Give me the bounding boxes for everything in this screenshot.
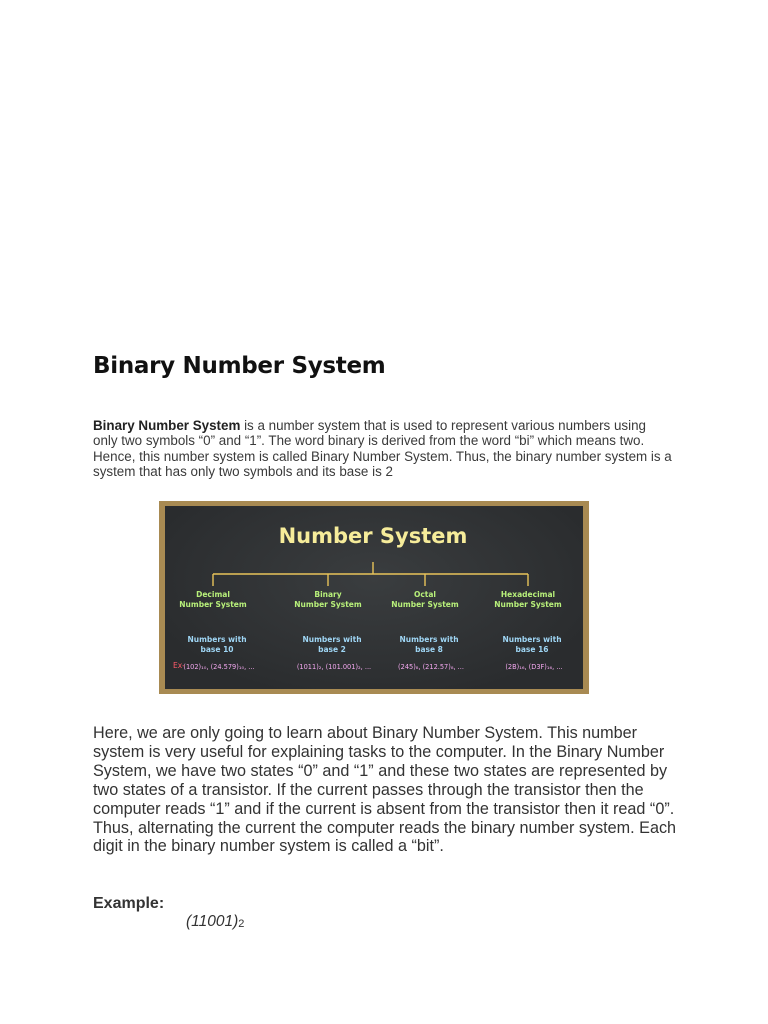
branch-name-line2: Number System [294, 600, 362, 609]
intro-paragraph [93, 418, 673, 480]
branch-desc-line1: Numbers with [302, 635, 362, 644]
intro-bold-term: Binary Number System [93, 418, 241, 433]
page-heading: Binary Number System [93, 353, 386, 379]
branch-example: (102)₁₀, (24.579)₁₀, ... [183, 663, 255, 671]
example-label: Example: [93, 895, 165, 912]
example-number: (11001) [186, 913, 239, 930]
branch-name-line2: Number System [494, 600, 562, 609]
branch-example: (245)₈, (212.57)₈, ... [398, 663, 464, 671]
body-paragraph: Here, we are only going to learn about Binary Number System. This number system is very useful for explaining tasks to the computer. In the Binary Number System, we have two states “0” and “1” and these two states are represented by two states of a transistor. If the current passes through the transistor then the computer reads “1” and if the current is absent from the transistor then it read “0”. Thus, alternating the current the computer reads the binary number system. Each digit in the binary number system is called a “bit”. [93, 724, 677, 856]
intro-text: is a number system that is used to represent various numbers using only two symbols “0” and “1”. The word binary is derived from the word “bi” which means two. Hence, this number system is called Binary Number System. Thus, the binary number system is a system that has only two symbols and its base is 2 [93, 418, 672, 480]
branch-example: (2B)₁₆, (D3F)₁₆, ... [505, 663, 563, 671]
branch-name-line1: Binary [314, 590, 342, 599]
branch-desc-line2: base 2 [318, 645, 346, 654]
branch-desc-line2: base 10 [200, 645, 234, 654]
diagram-title: Number System [278, 524, 468, 548]
number-system-diagram [165, 506, 583, 689]
branch-desc-line2: base 8 [415, 645, 443, 654]
branch-name-line1: Octal [413, 590, 437, 599]
branch-name-line2: Number System [179, 600, 247, 609]
example-value [186, 913, 244, 931]
chalkboard-surface [165, 506, 583, 689]
example-base: 2 [238, 918, 245, 930]
branch-name-line1: Hexadecimal [500, 590, 556, 599]
diagram-branches [179, 590, 562, 671]
branch-desc-line1: Numbers with [399, 635, 459, 644]
branch-name-line2: Number System [391, 600, 459, 609]
example-prefix: Ex- [173, 661, 185, 670]
branch-desc-line1: Numbers with [502, 635, 562, 644]
branch-example: (1011)₂, (101.001)₂, ... [296, 663, 372, 671]
branch-name-line1: Decimal [196, 590, 230, 599]
diagram-connectors [213, 562, 528, 586]
number-system-chalkboard [159, 501, 589, 694]
branch-desc-line1: Numbers with [187, 635, 247, 644]
branch-desc-line2: base 16 [515, 645, 549, 654]
